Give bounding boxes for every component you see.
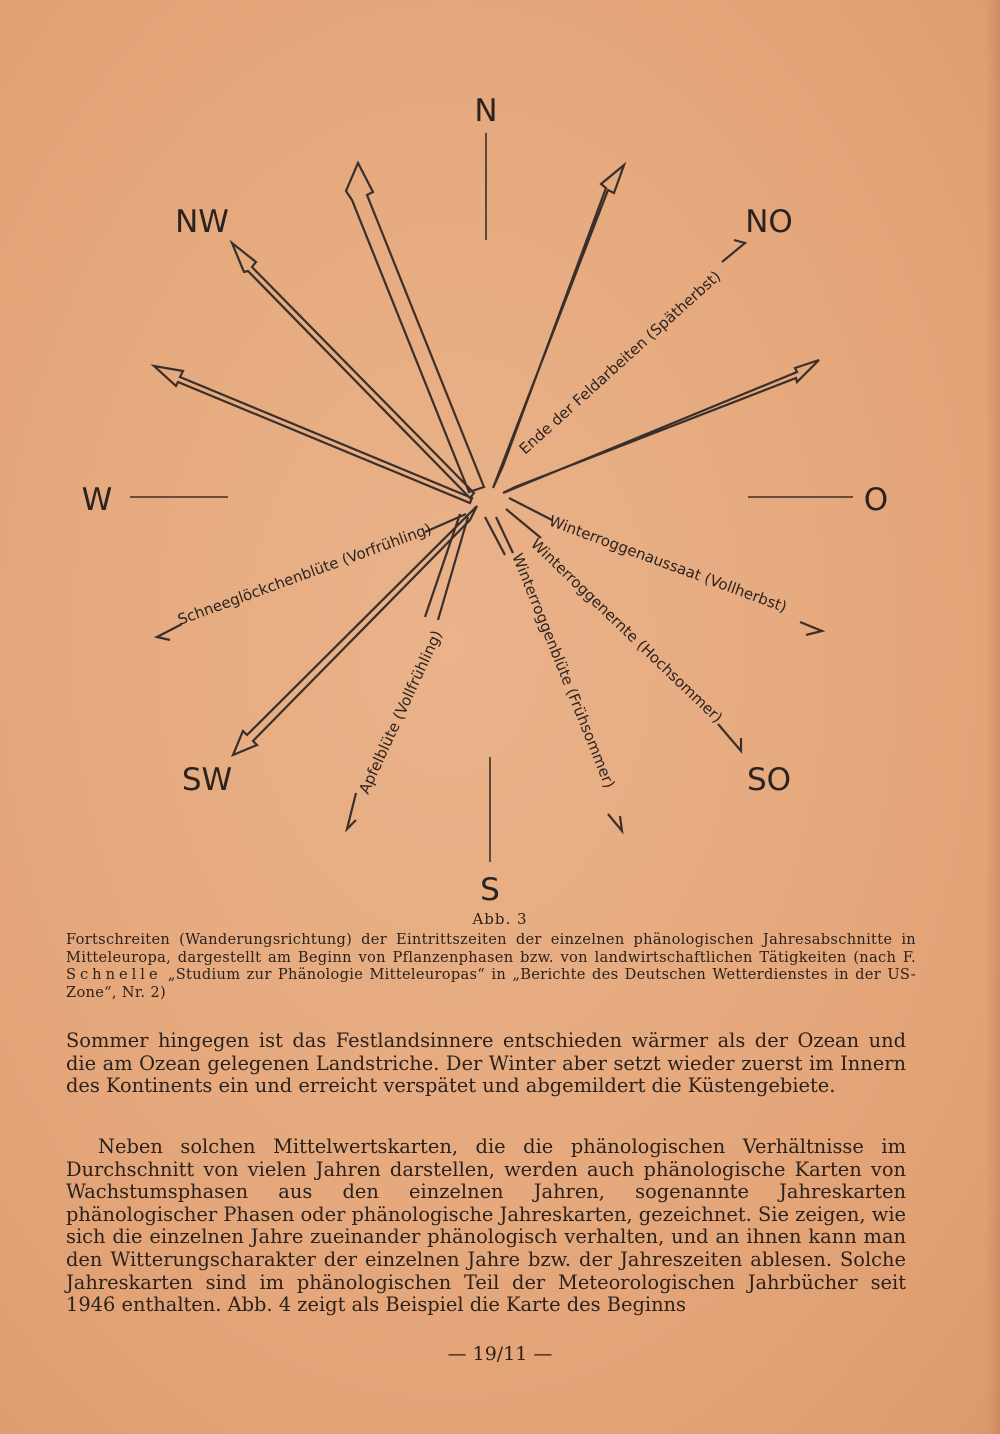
arrow-start-sse xyxy=(496,517,513,553)
arrow-start-se xyxy=(506,509,541,538)
direction-no: NO xyxy=(745,204,793,240)
caption-text-part-2: „Studium zur Phänologie Mitteleuropas“ in „Berichte des Deutschen Wetterdienstes in der US-Zone“, Nr. 2) xyxy=(66,966,916,1001)
arrow-start-s xyxy=(485,517,505,555)
phase-label-spaetherbst: Ende der Feldarbeiten (Spätherbst) xyxy=(515,267,725,458)
direction-sw: SW xyxy=(181,762,233,798)
arrowhead-se xyxy=(718,724,741,751)
caption-author: Schnelle xyxy=(66,966,162,984)
arrow-wnw xyxy=(154,366,472,503)
direction-s: S xyxy=(480,872,500,905)
arrow-nne xyxy=(493,165,624,488)
arrowhead-ne xyxy=(722,240,745,262)
arrowhead-ene-lower xyxy=(800,622,822,635)
arrow-sw xyxy=(233,506,477,755)
arrowhead-wsw xyxy=(157,624,182,640)
direction-w: W xyxy=(81,482,113,518)
phase-label-vorfruehling: Schneeglöckchenblüte (Vorfrühling) xyxy=(175,519,434,629)
figure-caption-label: Abb. 3 xyxy=(472,910,528,928)
figure-caption xyxy=(66,931,916,1001)
direction-n: N xyxy=(474,93,498,129)
direction-so: SO xyxy=(746,762,792,798)
phase-label-hochsommer: Winterroggenernte (Hochsommer) xyxy=(527,534,727,727)
body-paragraph-1: Sommer hingegen ist das Festlandsinnere entschieden wärmer als der Ozean und die am Ozean gelegenen Landstriche. Der Winter aber setzt wieder zuerst im Innern des Kontinents ein und erreicht verspätet und abgemildert die Küstengebiete. xyxy=(66,1029,906,1098)
phase-label-vollherbst: Winterroggenaussaat (Vollherbst) xyxy=(546,511,790,617)
arrowhead-s xyxy=(608,814,622,831)
body-paragraph-2: Neben solchen Mittelwertskarten, die die phänologischen Verhältnisse im Durchschnitt von vielen Jahren darstellen, werden auch phänologische Karten von Wachstumsphasen aus den einzelnen Jahren, sogenannte Jahreskarten phänologischer Phasen oder phänologische Jahreskarten, gezeichnet. Sie zeigen, wie sich die einzelnen Jahre zueinander phänologisch verhalten, und an ihnen kann man den Witterungscharakter der einzelnen Jahre bzw. der Jahreszeiten ablesen. Solche Jahreskarten sind im phänologischen Teil der Meteorologischen Jahrbücher seit 1946 enthalten. Abb. 4 zeigt als Beispiel die Karte des Beginns xyxy=(66,1135,906,1317)
caption-text-part-1: Fortschreiten (Wanderungsrichtung) der Eintrittszeiten der einzelnen phänologischen Jahresabschnitte in Mitteleuropa, dargestellt am Beginn von Pflanzenphasen bzw. von landwirtschaftlichen Tätigkeiten (nach F. xyxy=(66,931,916,966)
direction-nw: NW xyxy=(175,204,229,240)
direction-o: O xyxy=(863,482,889,518)
page-number: — 19/11 — xyxy=(447,1343,553,1365)
phase-label-vollfruehling: Apfelblüte (Vollfrühling) xyxy=(355,627,446,797)
phase-label-fruehsommer: Winterroggenblüte (Frühsommer) xyxy=(508,550,619,791)
arrowhead-ssw xyxy=(347,793,356,829)
